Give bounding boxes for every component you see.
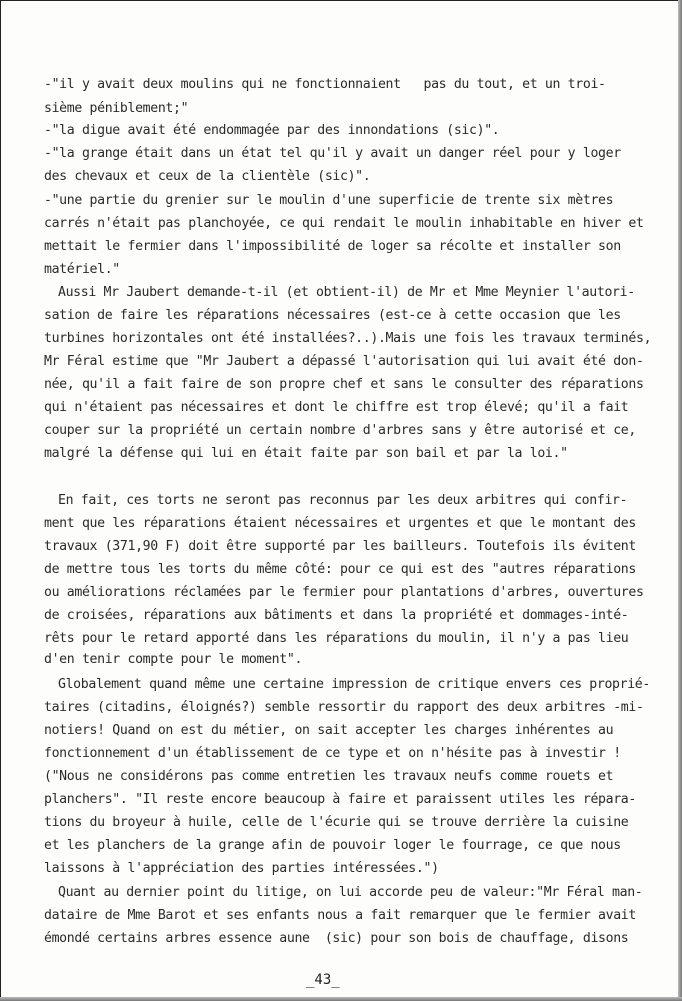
text-line: laissons à l'appréciation des parties intéressées.") [44, 861, 439, 876]
text-line: Mr Féral estime que "Mr Jaubert a dépassé l'autorisation qui lui avait été don- [44, 354, 644, 369]
page-number: _43_ [306, 972, 340, 988]
text-line: Aussi Mr Jaubert demande-t-il (et obtient-il) de Mr et Mme Meynier l'autori- [58, 285, 635, 300]
text-line: de mettre tous les torts du même côté: pour ce qui est des "autres réparations [44, 562, 636, 577]
text-line: ("Nous ne considérons pas comme entretien les travaux neufs comme rouets et [44, 769, 614, 784]
text-line: mettait le fermier dans l'impossibilité de loger sa récolte et installer son [44, 239, 621, 254]
text-line: de croisées, réparations aux bâtiments et dans la propriété et dommages-inté- [44, 608, 629, 623]
text-line: émondé certains arbres essence aune (sic) pour son bois de chauffage, disons [44, 931, 629, 946]
text-line: rêts pour le retard apporté dans les réparations du moulin, il n'y a pas lieu [44, 631, 629, 646]
text-line: taires (citadins, éloignés?) semble ressortir du rapport des deux arbitres -mi- [44, 700, 644, 715]
page-shadow-right [678, 0, 682, 1001]
text-line: notiers! Quand on est du métier, on sait accepter les charges inhérentes au [44, 723, 614, 738]
text-line: carrés n'était pas planchoyée, ce qui rendait le moulin inhabitable en hiver et [44, 216, 644, 231]
text-line: malgré la défense qui lui en était faite par son bail et par la loi." [44, 446, 568, 461]
text-line: En fait, ces torts ne seront pas reconnus par les deux arbitres qui confir- [58, 493, 628, 508]
text-line: -"la digue avait été endommagée par des innondations (sic)". [44, 123, 500, 138]
text-line: tions du broyeur à huile, celle de l'écurie qui se trouve derrière la cuisine [44, 815, 629, 830]
text-line: sation de faire les réparations nécessaires (est-ce à cette occasion que les [44, 308, 621, 323]
page-shadow-bottom [0, 997, 682, 1001]
text-line: matériel." [44, 262, 120, 277]
text-line: -"la grange était dans un état tel qu'il y avait un danger réel pour y loger [44, 146, 621, 161]
text-line: née, qu'il a fait faire de son propre chef et sans le consulter des réparations [44, 377, 644, 392]
text-line: dataire de Mme Barot et ses enfants nous a fait remarquer que le fermier avait [44, 908, 636, 923]
text-line: ou améliorations réclamées par le fermier pour plantations d'arbres, ouvertures [44, 585, 644, 600]
text-line: et les planchers de la grange afin de pouvoir loger le fourrage, ce que nous [44, 838, 621, 853]
text-line: travaux (371,90 F) doit être supporté par les bailleurs. Toutefois ils évitent [44, 539, 636, 554]
text-line: d'en tenir compte pour le moment". [44, 652, 303, 667]
text-line: qui n'étaient pas nécessaires et dont le chiffre est trop élevé; qu'il a fait [44, 400, 629, 415]
text-line: turbines horizontales ont été installées?..).Mais une fois les travaux terminés, [44, 331, 652, 346]
text-line: ment que les réparations étaient nécessaires et urgentes et que le montant des [44, 516, 636, 531]
text-line: fonctionnement d'un établissement de ce type et on n'hésite pas à investir ! [44, 746, 621, 761]
text-line: planchers". "Il reste encore beaucoup à faire et paraissent utiles les répara- [44, 792, 636, 807]
text-line: sième péniblement;" [44, 101, 189, 116]
text-line: -"une partie du grenier sur le moulin d'une superficie de trente six mètres [44, 193, 614, 208]
text-line: -"il y avait deux moulins qui ne fonctionnaient pas du tout, et un troi- [44, 77, 606, 92]
text-line: Quant au dernier point du litige, on lui accorde peu de valeur:"Mr Féral man- [58, 885, 643, 900]
text-line: des chevaux et ceux de la clientèle (sic)". [44, 169, 371, 184]
text-line: couper sur la propriété un certain nombre d'arbres sans y être autorisé et ce, [44, 423, 636, 438]
text-line: Globalement quand même une certaine impression de critique envers ces proprié- [58, 677, 650, 692]
